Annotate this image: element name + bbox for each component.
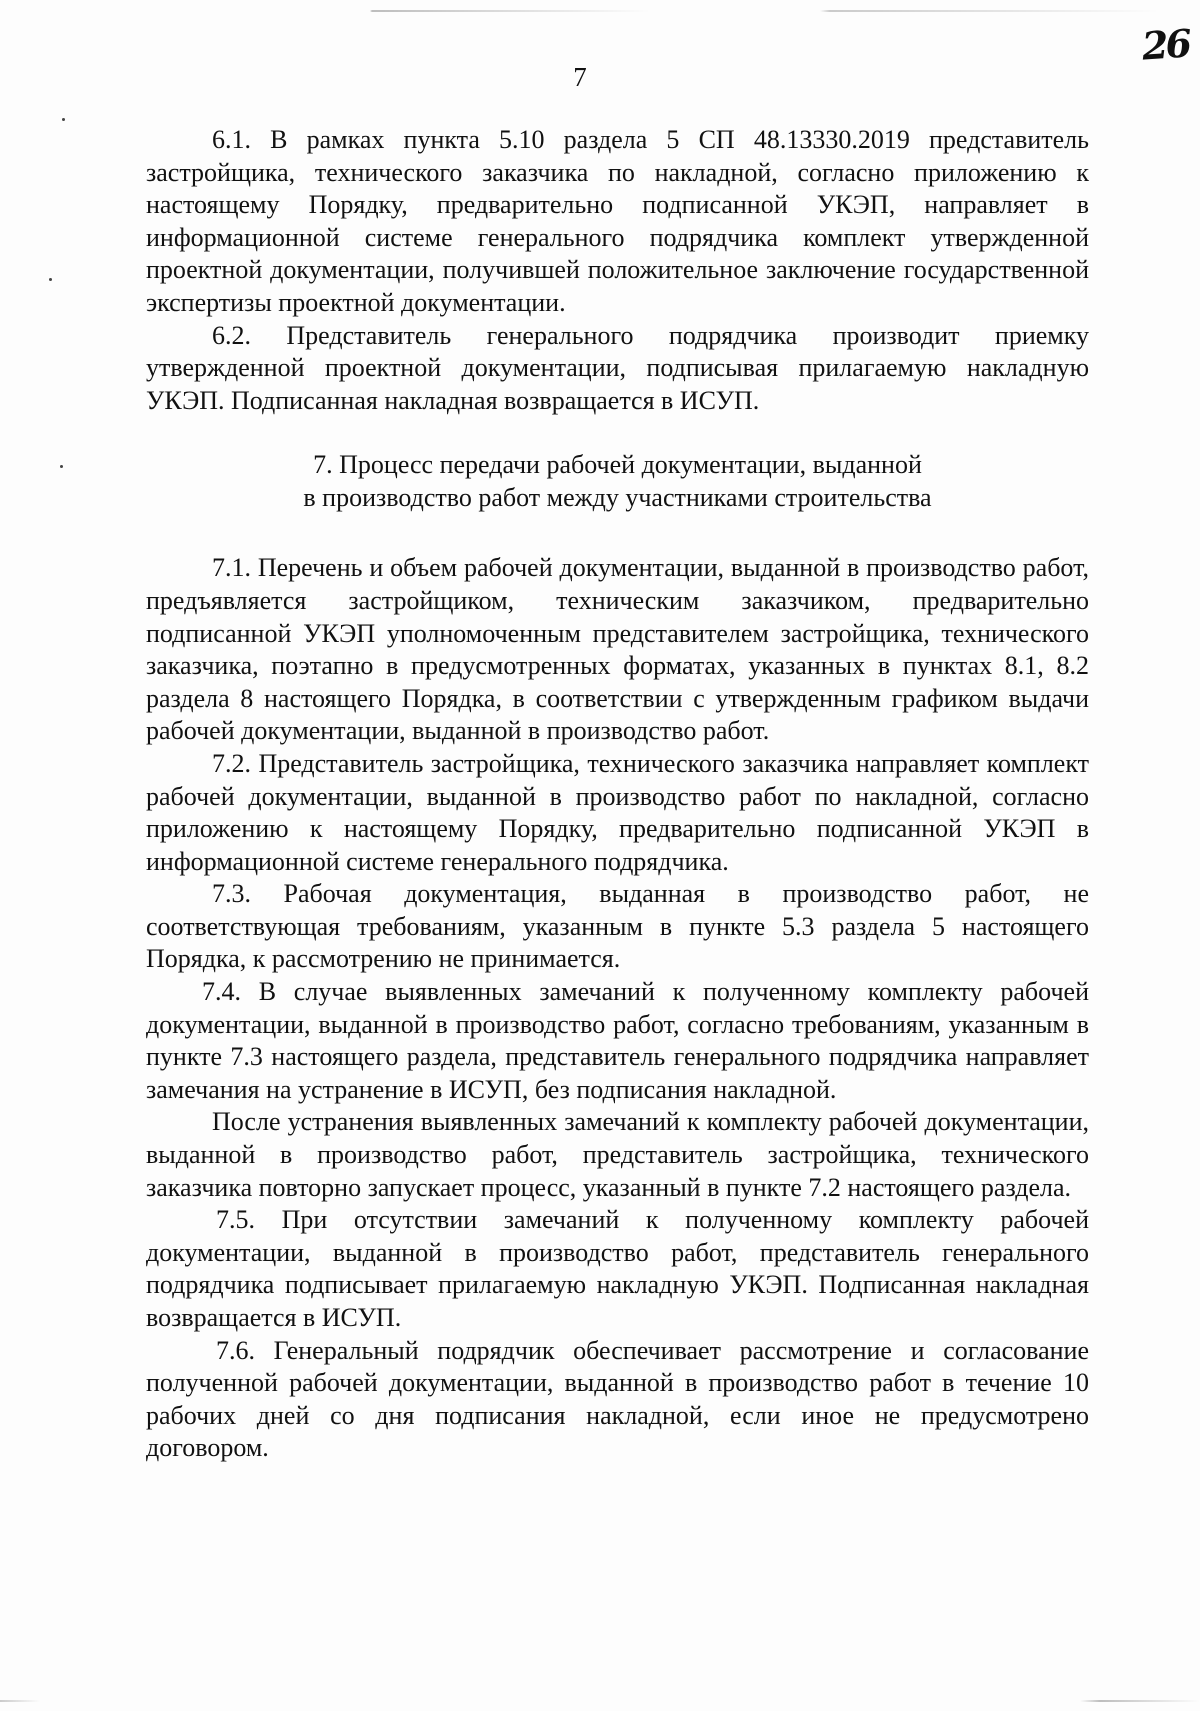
paragraph-7-6: 7.6. Генеральный подрядчик обеспечивает рассмотрение и согласование полученной рабочей документации, выданной в производство работ в течение 10 рабочих дней со дня подписания накладной, если иное не предусмотрено договором. xyxy=(146,1335,1089,1463)
paragraph-7-3: 7.3. Рабочая документация, выданная в производство работ, не соответствующая требованиям, указанным в пункте 5.3 раздела 5 настоящего Порядка, к рассмотрению не принимается. xyxy=(146,879,1089,974)
scan-speck xyxy=(49,278,52,281)
handwritten-sheet-number: 26 xyxy=(1140,20,1191,69)
paragraph-7-1: 7.1. Перечень и объем рабочей документации, выданной в производство работ, предъявляется застройщиком, техническим заказчиком, предварительно подписанной УКЭП уполномоченным представителем застройщика, технического заказчика, поэтапно в предусмотренных форматах, указанных в пунктах 8.1, 8.2 раздела 8 настоящего Порядка, в соответствии с утвержденным графиком выдачи рабочей документации, выданной в производство работ. xyxy=(146,553,1089,746)
paragraph-6-1: 6.1. В рамках пункта 5.10 раздела 5 СП 48.13330.2019 представитель застройщика, технического заказчика по накладной, согласно приложению к настоящему Порядку, предварительно подписанной УКЭП, направляет в информационной системе генерального подрядчика комплект утвержденной проектной документации, получившей положительное заключение государственной экспертизы проектной документации. xyxy=(146,125,1089,317)
scan-speck xyxy=(62,118,65,121)
paragraph-6-2: 6.2. Представитель генерального подрядчика производит приемку утвержденной проектной документации, подписывая прилагаемую накладную УКЭП. Подписанная накладная возвращается в ИСУП. xyxy=(146,320,1089,415)
scan-edge-top xyxy=(0,10,1200,12)
document-body xyxy=(146,124,1089,1465)
paragraph-7-4-continuation: После устранения выявленных замечаний к комплекту рабочей документации, выданной в производство работ, представитель застройщика, технического заказчика повторно запускает процесс, указанный в пункте 7.2 настоящего раздела. xyxy=(146,1107,1089,1202)
section-7-heading-line-2: в производство работ между участниками строительства xyxy=(303,483,932,513)
section-7-heading-line-1: 7. Процесс передачи рабочей документации, выданной xyxy=(313,450,922,480)
section-7-heading xyxy=(146,448,1089,514)
page-number: 7 xyxy=(573,62,587,92)
scan-edge-bottom xyxy=(0,1700,1200,1702)
paragraph-7-2: 7.2. Представитель застройщика, технического заказчика направляет комплект рабочей документации, выданной в производство работ по накладной, согласно приложению к настоящему Порядку, предварительно подписанной УКЭП в информационной системе генерального подрядчика. xyxy=(146,748,1089,876)
paragraph-7-5: 7.5. При отсутствии замечаний к полученному комплекту рабочей документации, выданной в производство работ, представитель генерального подрядчика подписывает прилагаемую накладную УКЭП. Подписанная накладная возвращается в ИСУП. xyxy=(146,1205,1089,1332)
scan-speck xyxy=(60,465,63,468)
paragraph-7-4: 7.4. В случае выявленных замечаний к полученному комплекту рабочей документации, выданной в производство работ, согласно требованиям, указанным в пункте 7.3 настоящего раздела, представитель генерального подрядчика направляет замечания на устранение в ИСУП, без подписания накладной. xyxy=(146,977,1089,1104)
